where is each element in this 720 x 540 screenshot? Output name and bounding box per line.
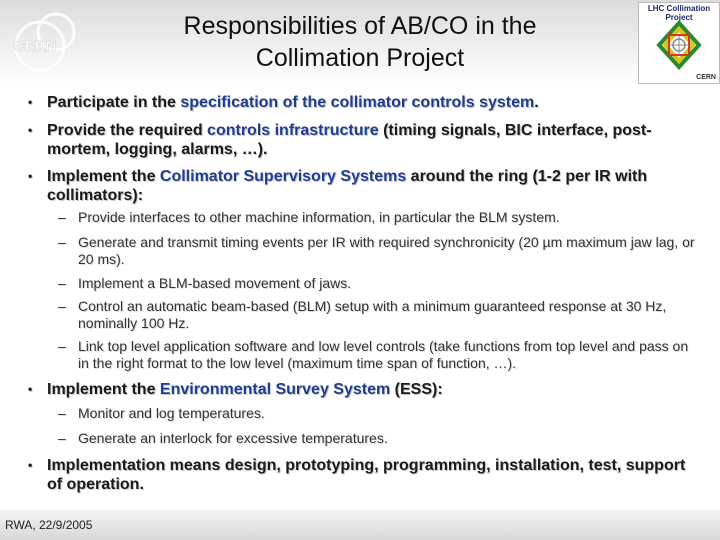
bullet-marker: • bbox=[28, 95, 33, 109]
sub-bullet-marker: – bbox=[58, 430, 66, 446]
sub-bullet-text: Monitor and log temperatures. bbox=[78, 405, 265, 421]
footer-author-date: RWA, 22/9/2005 bbox=[5, 518, 93, 532]
sub-bullet-marker: – bbox=[58, 405, 66, 421]
page-title-line2: Collimation Project bbox=[255, 44, 465, 72]
page-title-line1: Responsibilities of AB/CO in the bbox=[183, 12, 537, 40]
page-title bbox=[130, 10, 590, 74]
sub-bullet-text: Implement a BLM-based movement of jaws. bbox=[78, 275, 352, 291]
lhc-logo-cern-badge: CERN bbox=[696, 74, 716, 81]
highlight-text: Environmental Survey System bbox=[159, 381, 391, 398]
cern-logo-icon bbox=[6, 8, 84, 78]
sub-bullet-text: Generate an interlock for excessive temperatures. bbox=[78, 430, 388, 446]
sub-bullet-marker: – bbox=[58, 234, 66, 250]
highlight-text: specification of the collimator controls system bbox=[180, 94, 535, 111]
footer-band bbox=[0, 510, 720, 540]
lhc-logo-line2: Project bbox=[665, 13, 693, 22]
highlight-text: controls infrastructure bbox=[207, 122, 379, 139]
bullet-text: Implement the Collimator Supervisory Systems around the ring (1-2 per IR with collimators): bbox=[47, 168, 648, 204]
sub-bullet-text: Generate and transmit timing events per IR with required synchronicity (20 µm maximum jaw lag, or 20 ms). bbox=[78, 234, 695, 267]
bullet-text: Implementation means design, prototyping, programming, installation, test, support of operation. bbox=[47, 457, 686, 493]
bullet-text: Provide the required controls infrastructure (timing signals, BIC interface, post-mortem, logging, alarms, …). bbox=[47, 122, 652, 158]
lhc-logo-graphic bbox=[639, 3, 719, 83]
bullet-marker: • bbox=[28, 123, 33, 137]
bullet-text: Participate in the specification of the collimator controls system. bbox=[47, 94, 539, 111]
sub-bullet-text: Provide interfaces to other machine information, in particular the BLM system. bbox=[78, 209, 560, 225]
bullet-text: Implement the Environmental Survey System (ESS): bbox=[47, 381, 443, 398]
lhc-logo-line1: LHC Collimation bbox=[647, 4, 711, 13]
bullet-marker: • bbox=[28, 382, 33, 396]
sub-bullet-text: Control an automatic beam-based (BLM) setup with a minimum guaranteed response at 30 Hz, nominally 100 Hz. bbox=[78, 298, 667, 331]
lhc-collimation-project-logo bbox=[638, 2, 720, 84]
bullet-marker: • bbox=[28, 458, 33, 472]
bullet-marker: • bbox=[28, 169, 33, 183]
sub-bullet-marker: – bbox=[58, 298, 66, 314]
sub-bullet-marker: – bbox=[58, 275, 66, 291]
cern-logo-text: CERN bbox=[14, 38, 57, 55]
sub-bullet-marker: – bbox=[58, 338, 66, 354]
sub-bullet-text: Link top level application software and low level controls (take functions from top level and pass on in the right format to the low level (maximum time span of function, …). bbox=[78, 338, 689, 371]
sub-bullet-marker: – bbox=[58, 209, 66, 225]
highlight-text: Collimator Supervisory Systems bbox=[159, 168, 407, 185]
